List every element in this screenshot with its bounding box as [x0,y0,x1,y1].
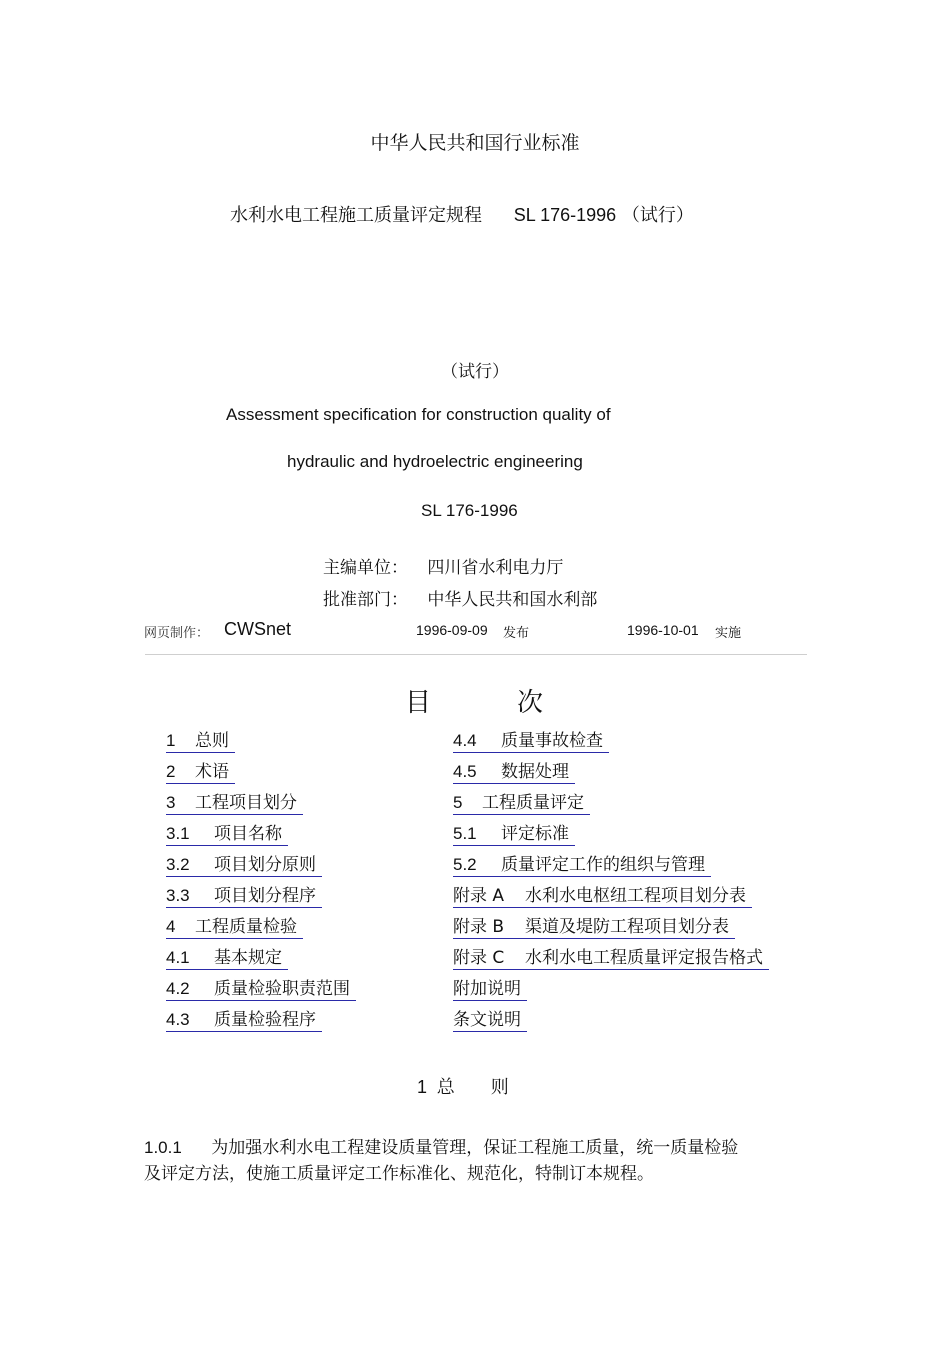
toc-link-5[interactable] [453,792,590,815]
toc-num: 4.3 [166,1010,190,1029]
editor-value: 四川省水利电力厅 [427,558,564,578]
editor-row [323,553,563,578]
toc-link-3-3[interactable] [166,885,322,908]
toc-num: 5 [453,793,463,812]
toc-label: 项目划分原则 [214,855,316,875]
title-cn: 水利水电工程施工质量评定规程 [230,205,482,226]
toc-link-3-1[interactable] [166,823,288,846]
toc-label: 水利水电工程质量评定报告格式 [525,948,763,968]
toc-label: 质量评定工作的组织与管理 [501,855,705,875]
toc-num: 3.3 [166,886,190,905]
toc-label: 评定标准 [501,824,569,844]
effective-date: 1996-10-01 [627,622,699,638]
toc-num: 4.5 [453,762,477,781]
toc-link-3-2[interactable] [166,854,322,877]
publish-label: 发布 [503,626,530,641]
toc-link-5-1[interactable] [453,823,575,846]
toc-label: 项目划分程序 [214,886,316,906]
english-title-line1: Assessment specification for construction quality of [226,405,611,424]
toc-link-4[interactable] [166,916,303,939]
toc-label: 工程项目划分 [195,793,297,813]
english-title-line2: hydraulic and hydroelectric engineering [287,452,583,471]
toc-label: 质量检验职责范围 [214,979,350,999]
title-trial: （试行） [621,205,694,226]
toc-link-5-2[interactable] [453,854,711,877]
clause-number: 1.0.1 [144,1138,182,1157]
approver-row [323,585,597,610]
approver-value: 中华人民共和国水利部 [427,590,598,610]
title-code: SL 176-1996 [513,205,617,225]
toc-label: 总则 [195,731,229,751]
toc-num: 2 [166,762,176,781]
toc-label: 工程质量评定 [482,793,584,813]
toc-link-4-1[interactable] [166,947,288,970]
toc-label: 术语 [195,762,229,782]
toc-link-1[interactable] [166,730,235,753]
toc-link-4-2[interactable] [166,978,356,1001]
toc-link-4-5[interactable] [453,761,575,784]
toc-num: 4.2 [166,979,190,998]
toc-label: 质量事故检查 [501,731,603,751]
toc-label: 附加说明 [453,979,521,999]
toc-link-4-4[interactable] [453,730,609,753]
section-heading [417,1073,509,1099]
toc-title: 目 次 [404,688,545,718]
publish-date: 1996-09-09 [416,622,488,638]
toc-link-appendix-c[interactable] [453,947,769,970]
toc-num: 3 [166,793,176,812]
toc-num: 5.1 [453,824,477,843]
toc-label: 数据处理 [501,762,569,782]
divider [145,654,807,655]
toc-label: 工程质量检验 [195,917,297,937]
document-title [230,201,694,227]
made-by-value: CWSnet [224,619,292,639]
toc-link-2[interactable] [166,761,235,784]
toc-num: 附录 B [453,917,505,937]
toc-link-appendix-b[interactable] [453,916,735,939]
toc-num: 4 [166,917,176,936]
clause-1-0-1 [144,1133,738,1158]
section-number: 1 [417,1077,428,1097]
toc-num: 4.1 [166,948,190,967]
toc-link-clause-notes[interactable] [453,1009,527,1032]
toc-link-additional-notes[interactable] [453,978,527,1001]
section-title: 总 则 [436,1077,509,1098]
toc-num: 1 [166,731,176,750]
toc-label: 渠道及堤防工程项目划分表 [525,917,729,937]
editor-label: 主编单位： [323,558,408,578]
cover-code: SL 176-1996 [421,501,518,520]
toc-num: 3.1 [166,824,190,843]
approver-label: 批准部门： [323,590,408,610]
toc-num: 3.2 [166,855,190,874]
made-by-label: 网页制作： [144,626,210,641]
toc-num: 附录 A [453,886,505,906]
toc-link-3[interactable] [166,792,303,815]
toc-num: 附录 C [453,948,505,968]
toc-link-appendix-a[interactable] [453,885,752,908]
toc-num: 5.2 [453,855,477,874]
toc-label: 质量检验程序 [214,1010,316,1030]
toc-label: 基本规定 [214,948,282,968]
clause-line-1: 为加强水利水电工程建设质量管理，保证工程施工质量，统一质量检验 [211,1138,739,1158]
clause-line-2: 及评定方法，使施工质量评定工作标准化、规范化，特制订本规程。 [144,1164,654,1184]
cover-trial: （试行） [441,362,509,382]
standard-category: 中华人民共和国行业标准 [370,132,580,154]
toc-link-4-3[interactable] [166,1009,322,1032]
toc-label: 条文说明 [453,1010,521,1030]
toc-label: 项目名称 [214,824,282,844]
effective-label: 实施 [715,626,742,641]
toc-num: 4.4 [453,731,477,750]
toc-label: 水利水电枢纽工程项目划分表 [525,886,746,906]
